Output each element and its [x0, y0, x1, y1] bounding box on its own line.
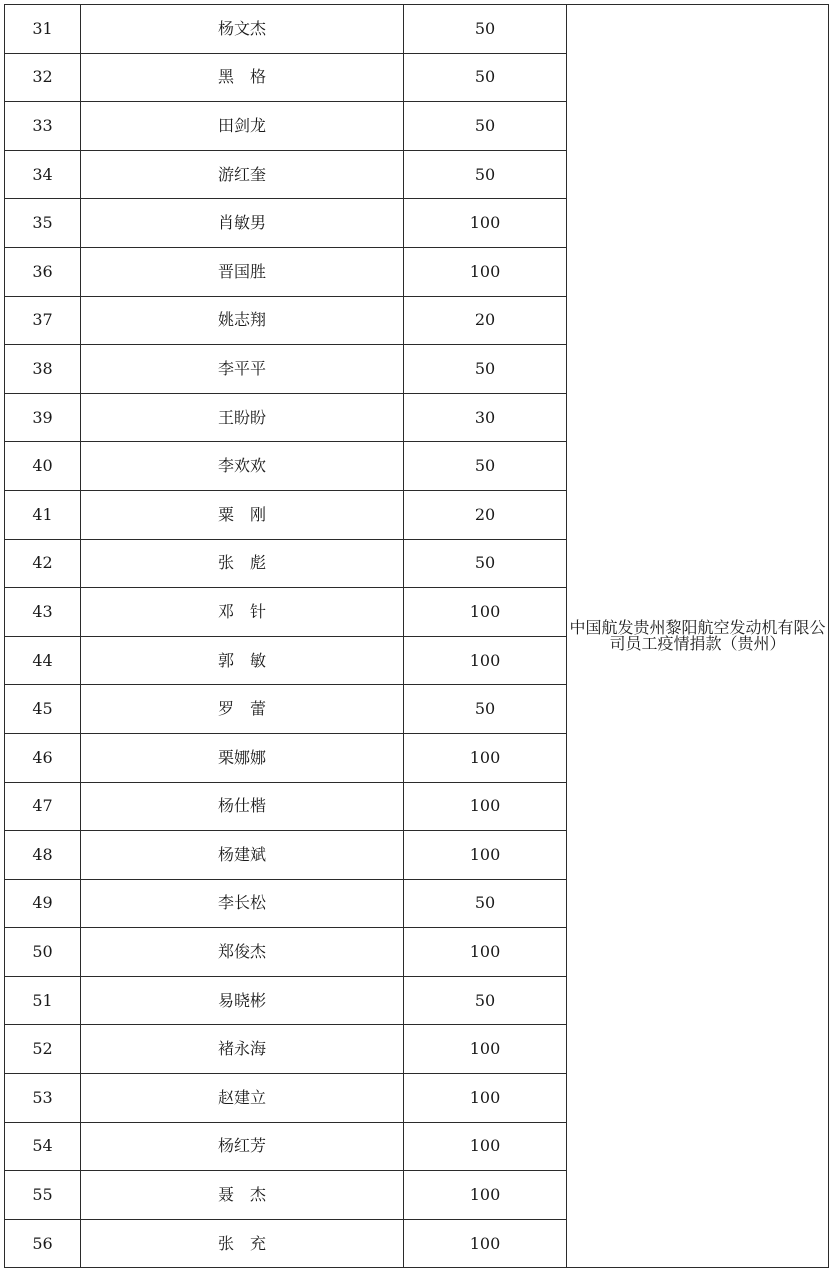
donor-name: 聂 杰 [217, 1185, 266, 1205]
donation-amount: 50 [404, 345, 567, 394]
donor-name-cell [81, 393, 404, 442]
donation-amount: 30 [404, 393, 567, 442]
row-number: 49 [5, 879, 81, 928]
donor-name-cell [81, 539, 404, 588]
donor-name-cell [81, 733, 404, 782]
donor-name-cell [81, 976, 404, 1025]
donation-amount: 20 [404, 296, 567, 345]
row-number: 38 [5, 345, 81, 394]
donation-amount: 100 [404, 928, 567, 977]
donation-table [4, 4, 829, 1268]
donor-name: 杨红芳 [217, 1136, 266, 1156]
row-number: 53 [5, 1074, 81, 1123]
row-number: 33 [5, 102, 81, 151]
row-number: 48 [5, 831, 81, 880]
row-number: 39 [5, 393, 81, 442]
donor-name-cell [81, 588, 404, 637]
table-row [5, 5, 829, 54]
donation-amount: 50 [404, 53, 567, 102]
donation-amount: 100 [404, 199, 567, 248]
donor-name-cell [81, 442, 404, 491]
donor-name-cell [81, 53, 404, 102]
donor-name: 张 彪 [217, 553, 266, 573]
donation-amount: 50 [404, 442, 567, 491]
donor-name-cell [81, 102, 404, 151]
donor-name-cell [81, 782, 404, 831]
donor-name: 张 充 [217, 1233, 266, 1253]
donor-name: 肖敏男 [217, 213, 266, 233]
donor-name: 易晓彬 [217, 990, 266, 1010]
row-number: 40 [5, 442, 81, 491]
donor-name: 郑俊杰 [217, 942, 266, 962]
donation-amount: 50 [404, 976, 567, 1025]
donation-amount: 100 [404, 1171, 567, 1220]
row-number: 41 [5, 490, 81, 539]
donation-amount: 100 [404, 1122, 567, 1171]
donor-name-cell [81, 1074, 404, 1123]
donation-amount: 100 [404, 1025, 567, 1074]
donor-name-cell [81, 928, 404, 977]
donor-name: 杨仕楷 [217, 796, 266, 816]
donor-name-cell [81, 1171, 404, 1220]
donor-name-cell [81, 831, 404, 880]
donor-name: 郭 敏 [217, 650, 266, 670]
donation-amount: 100 [404, 782, 567, 831]
row-number: 37 [5, 296, 81, 345]
row-number: 55 [5, 1171, 81, 1220]
table-body [5, 5, 829, 1268]
donation-amount: 100 [404, 636, 567, 685]
donor-name: 王盼盼 [217, 407, 266, 427]
donor-name-cell [81, 345, 404, 394]
row-number: 42 [5, 539, 81, 588]
donation-amount: 100 [404, 831, 567, 880]
donation-note: 中国航发贵州黎阳航空发动机有限公司员工疫情捐款（贵州） [567, 5, 829, 1268]
row-number: 56 [5, 1219, 81, 1268]
row-number: 36 [5, 247, 81, 296]
donor-name: 粟 刚 [217, 504, 266, 524]
row-number: 52 [5, 1025, 81, 1074]
donor-name: 晋国胜 [217, 261, 266, 281]
row-number: 50 [5, 928, 81, 977]
donor-name-cell [81, 247, 404, 296]
row-number: 32 [5, 53, 81, 102]
donor-name-cell [81, 150, 404, 199]
donor-name-cell [81, 490, 404, 539]
row-number: 34 [5, 150, 81, 199]
donation-amount: 50 [404, 102, 567, 151]
donor-name: 黑 格 [217, 67, 266, 87]
donor-name-cell [81, 685, 404, 734]
donor-name-cell [81, 296, 404, 345]
donation-amount: 50 [404, 5, 567, 54]
row-number: 35 [5, 199, 81, 248]
donor-name: 栗娜娜 [217, 747, 266, 767]
donor-name: 姚志翔 [217, 310, 266, 330]
donation-amount: 50 [404, 150, 567, 199]
donor-name-cell [81, 636, 404, 685]
donor-name: 罗 蕾 [217, 699, 266, 719]
donation-amount: 50 [404, 685, 567, 734]
donor-name-cell [81, 1219, 404, 1268]
donor-name: 游红奎 [217, 164, 266, 184]
row-number: 44 [5, 636, 81, 685]
donation-amount: 20 [404, 490, 567, 539]
donor-name: 田剑龙 [217, 115, 266, 135]
row-number: 46 [5, 733, 81, 782]
donor-name-cell [81, 199, 404, 248]
donor-name: 杨建斌 [217, 844, 266, 864]
donor-name: 李欢欢 [217, 456, 266, 476]
row-number: 45 [5, 685, 81, 734]
donation-amount: 100 [404, 1074, 567, 1123]
donor-name: 李长松 [217, 893, 266, 913]
donor-name: 赵建立 [217, 1087, 266, 1107]
donation-amount: 50 [404, 539, 567, 588]
donor-name-cell [81, 879, 404, 928]
row-number: 47 [5, 782, 81, 831]
donation-amount: 100 [404, 1219, 567, 1268]
donation-amount: 100 [404, 588, 567, 637]
row-number: 43 [5, 588, 81, 637]
donor-name: 邓 针 [217, 601, 266, 621]
donor-name-cell [81, 1025, 404, 1074]
row-number: 51 [5, 976, 81, 1025]
donation-amount: 100 [404, 733, 567, 782]
donation-amount: 50 [404, 879, 567, 928]
donor-name: 李平平 [217, 358, 266, 378]
donor-name: 杨文杰 [217, 18, 266, 38]
donor-name-cell [81, 1122, 404, 1171]
donor-name-cell [81, 5, 404, 54]
row-number: 54 [5, 1122, 81, 1171]
donation-amount: 100 [404, 247, 567, 296]
donor-name: 褚永海 [217, 1039, 266, 1059]
row-number: 31 [5, 5, 81, 54]
